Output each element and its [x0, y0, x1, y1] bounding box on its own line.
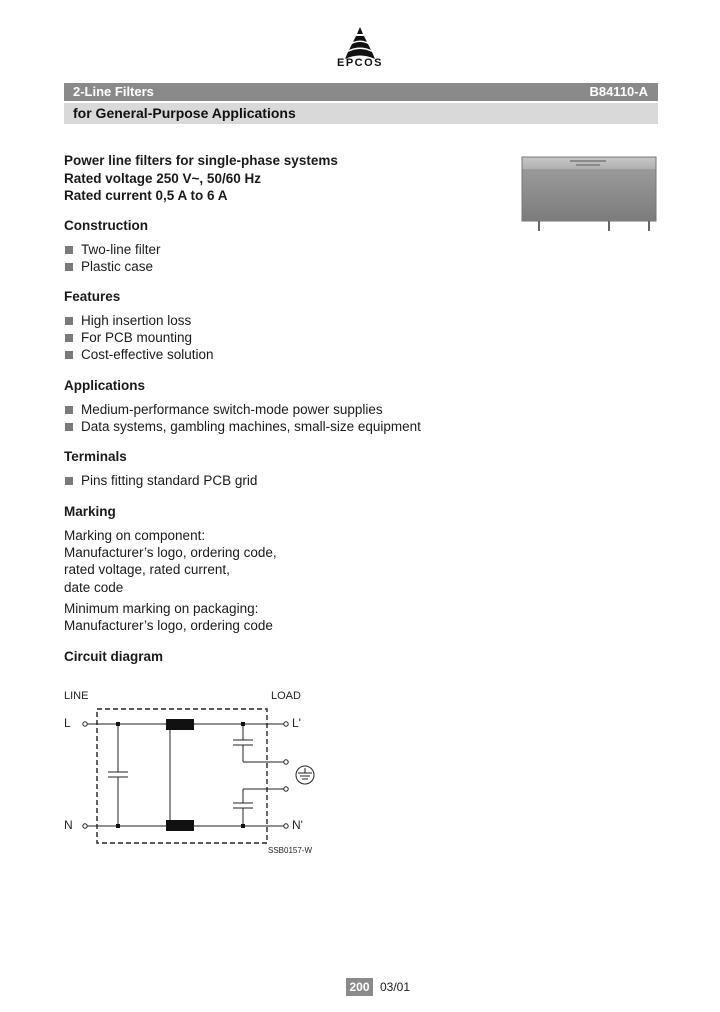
marking-component [64, 527, 277, 596]
n-out-label: N' [292, 818, 303, 832]
page-number: 200 [346, 978, 373, 996]
list-item: Cost-effective solution [64, 346, 214, 363]
subtitle-bar [64, 103, 658, 124]
page-subtitle: for General-Purpose Applications [73, 105, 296, 121]
title-bar [64, 83, 658, 101]
list-item: For PCB mounting [64, 329, 214, 346]
product-photo [520, 155, 658, 235]
marking-heading: Marking [64, 504, 116, 519]
intro-block [64, 152, 338, 205]
list-item: Plastic case [64, 258, 161, 275]
intro-line: Rated voltage 250 V~, 50/60 Hz [64, 170, 261, 186]
applications-heading: Applications [64, 378, 146, 393]
construction-list [64, 241, 161, 275]
logo-text: EPCOS [336, 57, 383, 69]
l-terminal-label: L [64, 716, 71, 730]
features-list [64, 312, 214, 364]
page-title: 2-Line Filters [73, 84, 154, 99]
intro-line: Rated current 0,5 A to 6 A [64, 188, 228, 203]
load-label: LOAD [271, 690, 301, 702]
l-out-label: L' [292, 716, 301, 730]
terminals-heading: Terminals [64, 449, 127, 464]
page-date: 03/01 [380, 980, 411, 994]
marking-line: Marking on component: [64, 528, 206, 543]
marking-packaging [64, 600, 273, 634]
drawing-code: SSB0157-W [268, 846, 313, 855]
part-number: B84110-A [589, 84, 648, 99]
marking-line: date code [64, 579, 124, 595]
list-item: High insertion loss [64, 312, 214, 329]
line-label: LINE [64, 690, 89, 702]
list-item: Pins fitting standard PCB grid [64, 472, 257, 489]
applications-list [64, 401, 421, 435]
n-terminal-label: N [64, 818, 73, 832]
marking-line: Manufacturer’s logo, ordering code, [64, 545, 277, 561]
list-item: Medium-performance switch-mode power supplies [64, 401, 421, 418]
construction-heading: Construction [64, 218, 148, 233]
terminals-list [64, 472, 257, 489]
marking-line: Minimum marking on packaging: [64, 601, 259, 616]
list-item: Data systems, gambling machines, small-size equipment [64, 418, 421, 435]
features-heading: Features [64, 289, 121, 304]
circuit-heading: Circuit diagram [64, 649, 164, 664]
marking-line: Manufacturer’s logo, ordering code [64, 618, 273, 634]
list-item: Two-line filter [64, 241, 161, 258]
marking-line: rated voltage, rated current, [64, 562, 230, 578]
intro-line: Power line filters for single-phase systems [64, 153, 338, 168]
